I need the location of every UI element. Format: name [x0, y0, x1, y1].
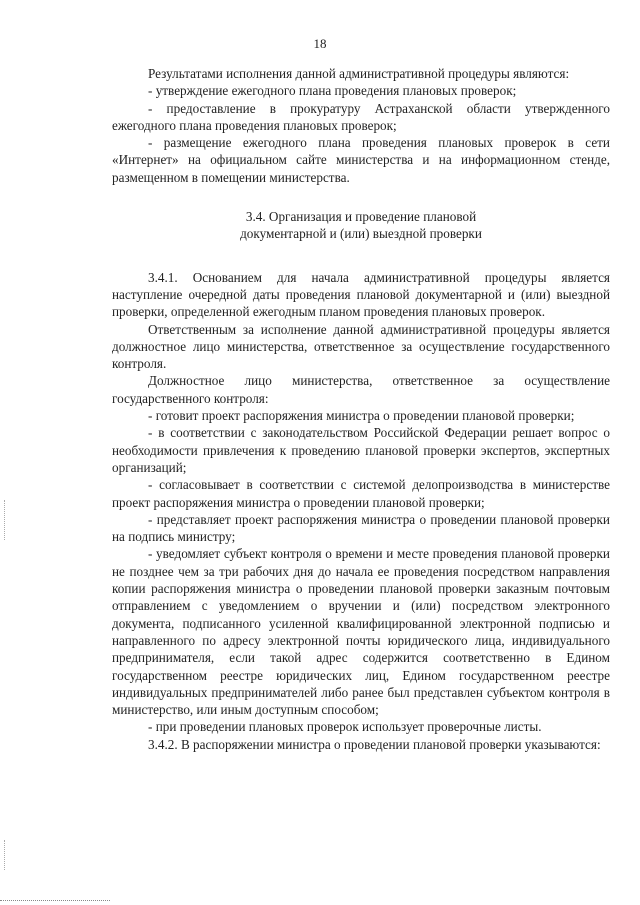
list-item: - при проведении плановых проверок использует проверочные листы. [148, 719, 542, 735]
scan-margin-mark [4, 500, 8, 540]
list-item: - предоставление в прокуратуру Астраханской области утвержденного ежегодного плана проведения плановых проверок; [112, 100, 610, 133]
list-item: - размещение ежегодного плана проведения плановых проверок в сети «Интернет» на официальном сайте министерства и на информационном стенде, размещенном в помещении министерства. [112, 135, 610, 185]
section-heading-line2: документарной и (или) выездной проверки [240, 226, 482, 242]
paragraph: Должностное лицо министерства, ответственное за осуществление государственного контроля: [112, 373, 610, 406]
paragraph: Ответственным за исполнение данной административной процедуры является должностное лицо министерства, ответственное за осуществление государственного контроля. [112, 321, 610, 372]
section-heading [112, 208, 610, 243]
scan-bottom-edge [0, 900, 110, 901]
list-item: - уведомляет субъект контроля о времени и месте проведения плановой проверки не позднее чем за три рабочих дня до начала ее проведения посредством направления копии распоряжения министра о проведении плановой проверки заказным почтовым отправлением с уведомлением о вручении и (или) посредством электронного документа, подписанного усиленной квалифицированной электронной подписью и направленного по адресу электронной почты юридического лица, индивидуального предпринимателя, если такой адрес содержится соответственно в Едином государственном реестре юридических лиц, Едином государственном реестре индивидуальных предпринимателей либо ранее был представлен субъектом контроля в министерство, или иным доступным способом; [112, 546, 610, 718]
scan-margin-mark [4, 840, 8, 870]
list-item: - представляет проект распоряжения министра о проведении плановой проверки на подпись министру; [112, 511, 610, 545]
list-item: - согласовывает в соответствии с системой делопроизводства в министерстве проект распоряжения министра о проведении плановой проверки; [112, 477, 610, 510]
list-item: - в соответствии с законодательством Российской Федерации решает вопрос о необходимости привлечения к проведению плановой проверки экспертов, экспертных организаций; [112, 425, 610, 475]
paragraph: 3.4.2. В распоряжении министра о проведении плановой проверки указываются: [148, 736, 601, 752]
page-number: 18 [313, 36, 327, 51]
section-heading-line1: 3.4. Организация и проведение плановой [245, 209, 477, 225]
page-content [112, 65, 610, 753]
list-item: - утверждение ежегодного плана проведения плановых проверок; [148, 83, 517, 99]
paragraph: 3.4.1. Основанием для начала административной процедуры является наступление очередной даты проведения плановой документарной и (или) выездной проверки, определенной ежегодным планом проведения плановых проверок. [112, 269, 610, 320]
paragraph: Результатами исполнения данной административной процедуры являются: [148, 66, 570, 81]
list-item: - готовит проект распоряжения министра о проведении плановой проверки; [148, 408, 575, 424]
